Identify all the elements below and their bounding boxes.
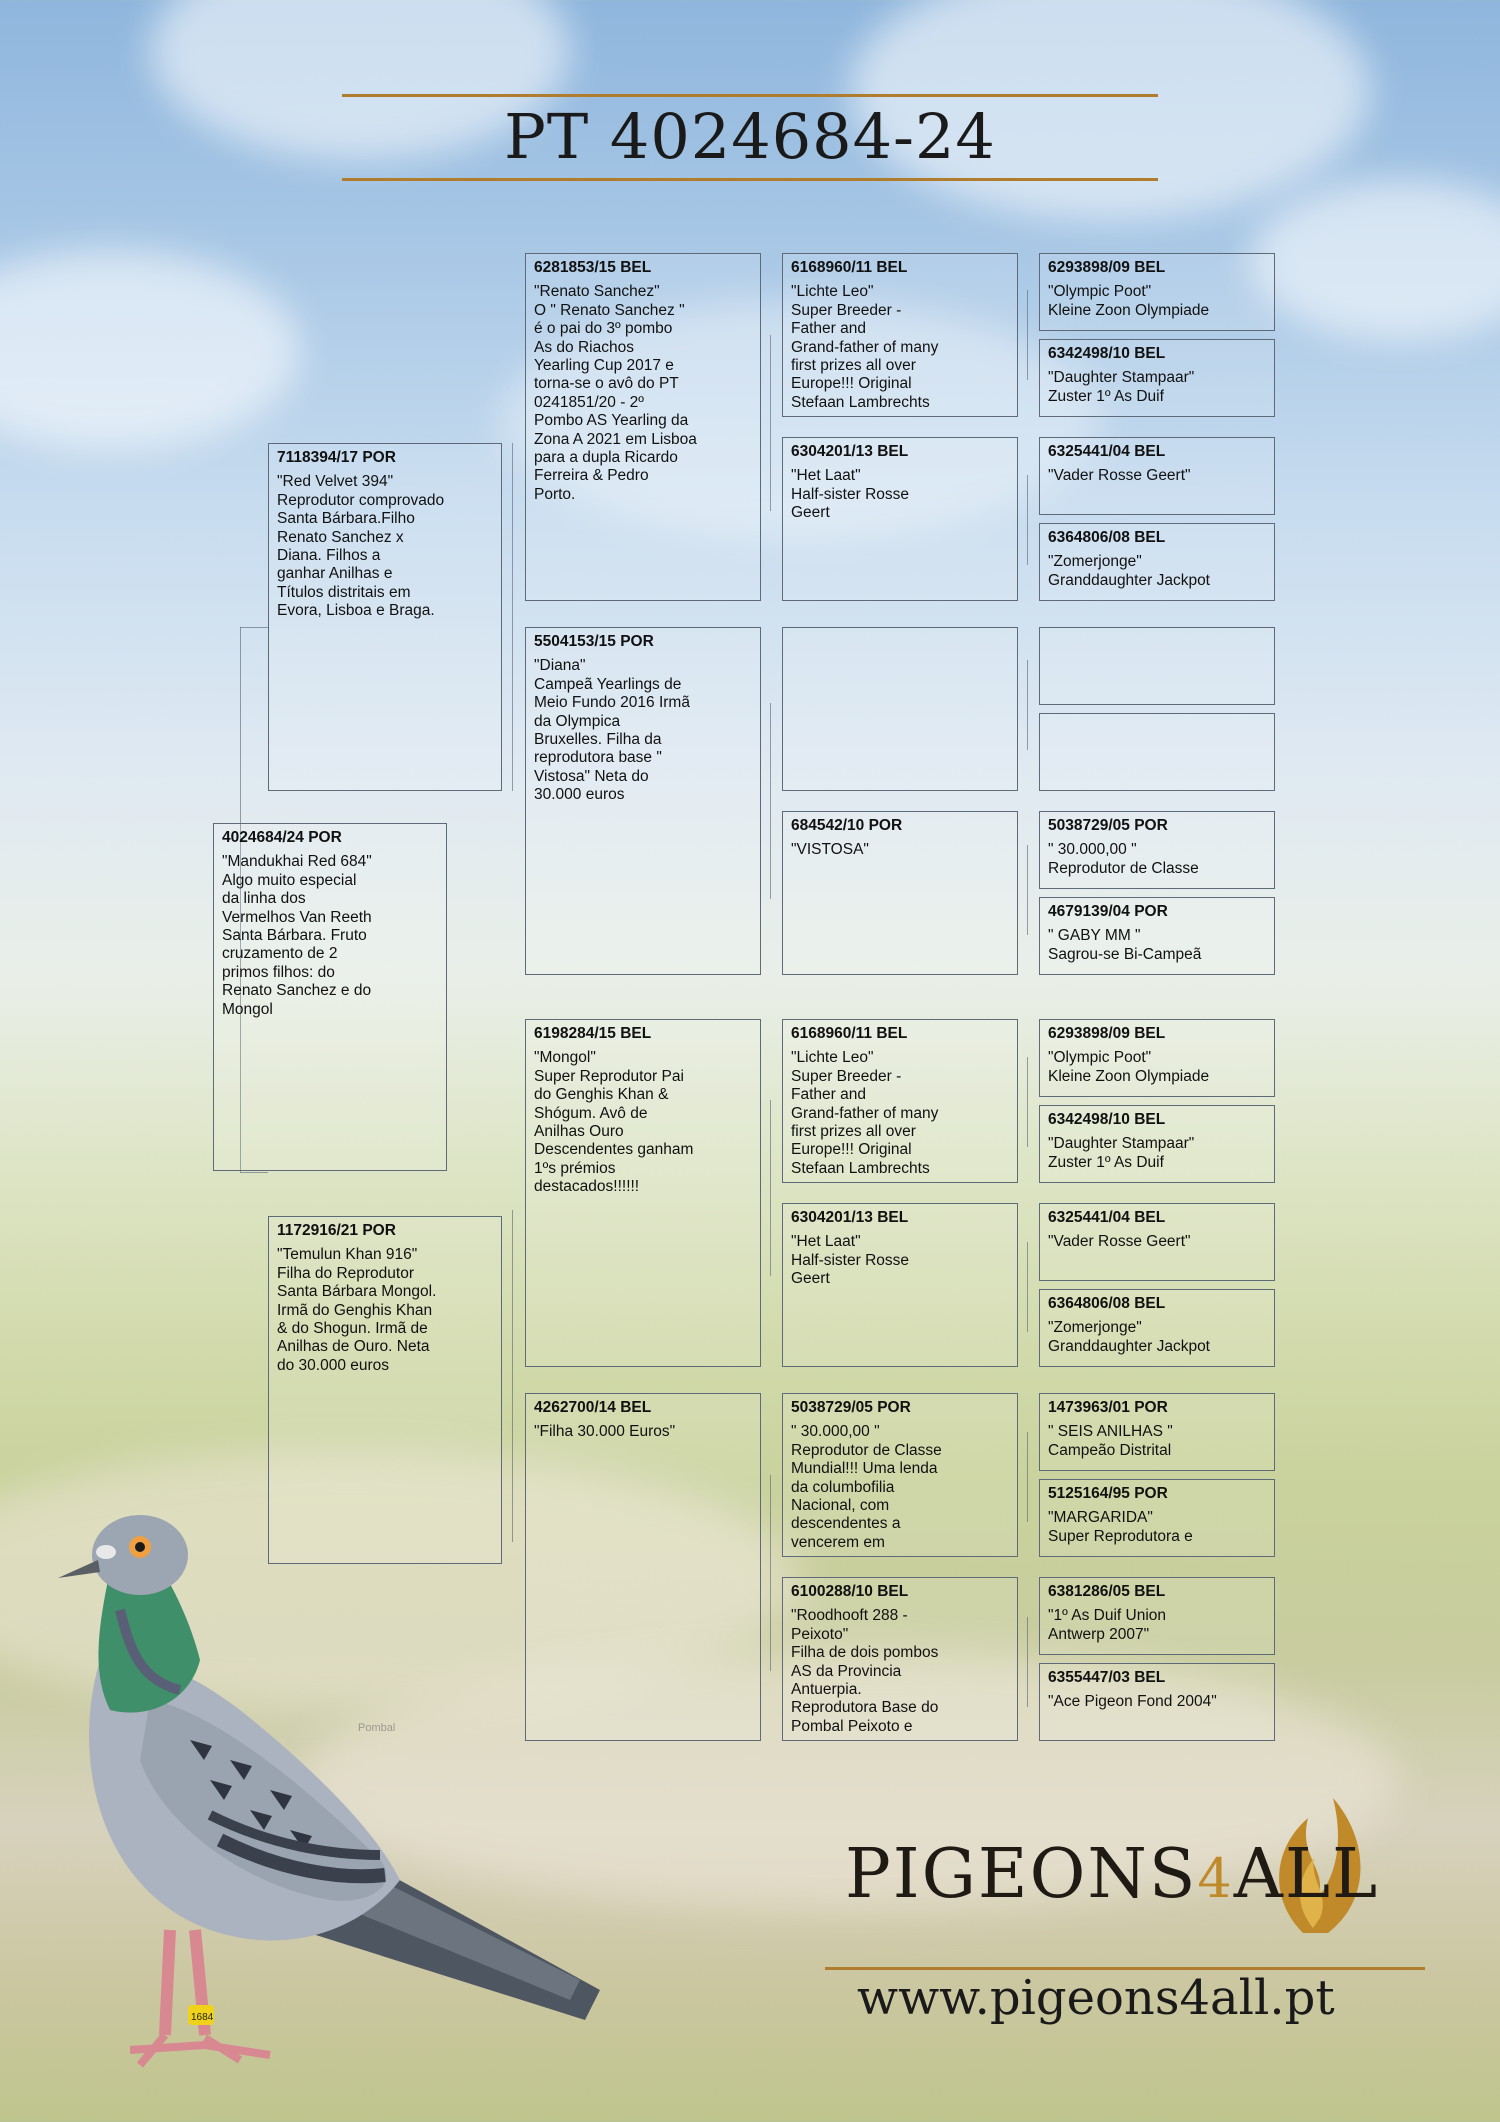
connector (1027, 845, 1028, 935)
pigeon-description: "Renato Sanchez" O " Renato Sanchez " é o pai do 3º pombo As do Riachos Yearling Cup 2017 e torna-se o avô do PT 0241851/20 - 2º Pombo AS Yearling da Zona A 2021 em Lisboa para a dupla Ricardo Ferreira & Pedro Porto. (534, 283, 697, 503)
ring-number: 684542/10 POR (791, 817, 903, 834)
pedigree-card-gen5 (1039, 1577, 1275, 1655)
title-bottom-rule (342, 178, 1158, 181)
pigeon-description: "Het Laat" Half-sister Rosse Geert (791, 1233, 909, 1288)
connector (1027, 1057, 1028, 1147)
pigeon-description: " SEIS ANILHAS " Campeão Distrital (1048, 1423, 1173, 1459)
pedigree-card-gen4 (782, 253, 1018, 417)
pigeon-description: "Roodhooft 288 - Peixoto" Filha de dois pombos AS da Provincia Antuerpia. Reprodutora Base do Pombal Peixoto e (791, 1607, 939, 1735)
pedigree-card-gen5 (1039, 253, 1275, 331)
pedigree-card-gen4 (782, 1393, 1018, 1557)
ring-number: 1473963/01 POR (1048, 1399, 1168, 1416)
pedigree-card-subject (213, 823, 447, 1171)
pedigree-card-gen5 (1039, 523, 1275, 601)
pedigree-card-gen4 (782, 1577, 1018, 1741)
connector (512, 443, 513, 791)
pigeon-description: "MARGARIDA" Super Reprodutora e (1048, 1509, 1193, 1545)
ring-number: 6168960/11 BEL (791, 1025, 908, 1042)
ring-number: 6304201/13 BEL (791, 443, 909, 460)
ring-number: 5038729/05 POR (791, 1399, 911, 1416)
pigeon-description: "Olympic Poot" Kleine Zoon Olympiade (1048, 283, 1210, 319)
pedigree-card-gen3 (525, 1019, 761, 1367)
pigeon-description: "Mandukhai Red 684" Algo muito especial da linha dos Vermelhos Van Reeth Santa Bárbara. Fruto cruzamento de 2 primos filhos: do Renato Sanchez e do Mongol (222, 853, 372, 1018)
ring-number: 6355447/03 BEL (1048, 1669, 1166, 1686)
pigeon-description: "Diana" Campeã Yearlings de Meio Fundo 2016 Irmã da Olympica Bruxelles. Filha da reprodutora base " Vistosa" Neta do 30.000 euros (534, 657, 690, 804)
title-top-rule (342, 94, 1158, 97)
pedigree-card-gen5 (1039, 1479, 1275, 1557)
pedigree-card-gen4 (782, 1019, 1018, 1183)
ring-number: 5125164/95 POR (1048, 1485, 1168, 1502)
pigeon-description: "Zomerjonge" Granddaughter Jackpot (1048, 1319, 1210, 1355)
ring-number: 6342498/10 BEL (1048, 1111, 1166, 1128)
connector (1027, 475, 1028, 565)
connector (1027, 660, 1028, 750)
ring-number: 6168960/11 BEL (791, 259, 908, 276)
ring-number: 6293898/09 BEL (1048, 1025, 1166, 1042)
pigeon-description: "Filha 30.000 Euros" (534, 1423, 676, 1441)
pedigree-card-gen5 (1039, 339, 1275, 417)
pedigree-card-gen3 (525, 627, 761, 975)
ring-number: 6381286/05 BEL (1048, 1583, 1166, 1600)
brand-logo-text (845, 1835, 1379, 1914)
pedigree-card-gen5 (1039, 1203, 1275, 1281)
pedigree-card-gen5 (1039, 1289, 1275, 1367)
pigeon-description: "1º As Duif Union Antwerp 2007" (1048, 1607, 1166, 1643)
connector (1027, 1242, 1028, 1332)
pedigree-card-gen5 (1039, 713, 1275, 791)
pigeon-description: "Vader Rosse Geert" (1048, 1233, 1191, 1251)
pigeon-description: "Red Velvet 394" Reprodutor comprovado Santa Bárbara.Filho Renato Sanchez x Diana. Filhos a ganhar Anilhas e Títulos distritais em Evora, Lisboa e Braga. (277, 473, 445, 620)
pigeon-description: "Olympic Poot" Kleine Zoon Olympiade (1048, 1049, 1210, 1085)
pedigree-card-gen4 (782, 437, 1018, 601)
pedigree-card-gen5 (1039, 437, 1275, 515)
pigeon-description: "Daughter Stampaar" Zuster 1º As Duif (1048, 369, 1195, 405)
ring-number: 6325441/04 BEL (1048, 1209, 1166, 1226)
pigeon-description: "Zomerjonge" Granddaughter Jackpot (1048, 553, 1210, 589)
pigeon-description: " 30.000,00 " Reprodutor de Classe Mundial!!! Uma lenda da columbofilia Nacional, com descendentes a vencerem em (791, 1423, 942, 1551)
ring-number: 6100288/10 BEL (791, 1583, 909, 1600)
connector (240, 627, 268, 628)
pigeon-description: " GABY MM " Sagrou-se Bi-Campeã (1048, 927, 1202, 963)
ring-number: 6281853/15 BEL (534, 259, 652, 276)
ring-number: 1172916/21 POR (277, 1222, 396, 1239)
pigeon-description: "Mongol" Super Reprodutor Pai do Genghis Khan & Shógum. Avô de Anilhas Ouro Descendentes ganham 1ºs prémios destacados!!!!!! (534, 1049, 694, 1196)
pedigree-card-gen5 (1039, 1393, 1275, 1471)
pedigree-card-gen5 (1039, 811, 1275, 889)
pedigree-card-sire (268, 443, 502, 791)
pigeon-description: "Lichte Leo" Super Breeder - Father and Grand-father of many first prizes all over Europe!!! Original Stefaan Lambrechts (791, 1049, 939, 1177)
website-url[interactable]: www.pigeons4all.pt (857, 1970, 1335, 2026)
ring-number: 4024684/24 POR (222, 829, 342, 846)
pedigree-card-gen5 (1039, 627, 1275, 705)
watermark-text: Pombal (358, 1722, 396, 1734)
ring-number: 4262700/14 BEL (534, 1399, 652, 1416)
page-title: PT 4024684-24 (504, 100, 996, 173)
pigeon-description: "Daughter Stampaar" Zuster 1º As Duif (1048, 1135, 1195, 1171)
pigeon-description: "Ace Pigeon Fond 2004" (1048, 1693, 1217, 1711)
pedigree-card-gen4 (782, 811, 1018, 975)
pedigree-card-gen5 (1039, 897, 1275, 975)
leg-ring-label: 1684 (191, 2012, 214, 2023)
pedigree-card-gen5 (1039, 1019, 1275, 1097)
connector (1027, 1432, 1028, 1522)
connector (1027, 1617, 1028, 1707)
ring-number: 6364806/08 BEL (1048, 529, 1166, 546)
connector (770, 1100, 771, 1276)
ring-number: 6364806/08 BEL (1048, 1295, 1166, 1312)
connector (240, 1172, 268, 1173)
ring-number: 6342498/10 BEL (1048, 345, 1166, 362)
pigeon-description: " 30.000,00 " Reprodutor de Classe (1048, 841, 1199, 877)
ring-number: 6304201/13 BEL (791, 1209, 909, 1226)
connector (1027, 290, 1028, 380)
ring-number: 6293898/09 BEL (1048, 259, 1166, 276)
brand-name-part2: ALL (1233, 1835, 1380, 1914)
connector (770, 335, 771, 511)
pedigree-card-gen5 (1039, 1105, 1275, 1183)
pedigree-card-gen3 (525, 253, 761, 601)
ring-number: 5504153/15 POR (534, 633, 654, 650)
brand-name-four: 4 (1197, 1847, 1234, 1910)
connector (770, 703, 771, 899)
connector (770, 1475, 771, 1671)
pedigree-card-gen5 (1039, 1663, 1275, 1741)
pigeon-description: "Vader Rosse Geert" (1048, 467, 1191, 485)
pigeon-illustration (40, 1460, 600, 2100)
pedigree-card-gen4 (782, 1203, 1018, 1367)
pigeon-description: "VISTOSA" (791, 841, 869, 859)
ring-number: 7118394/17 POR (277, 449, 396, 466)
ring-number: 5038729/05 POR (1048, 817, 1168, 834)
pigeon-description: "Het Laat" Half-sister Rosse Geert (791, 467, 909, 522)
pigeon-description: "Lichte Leo" Super Breeder - Father and Grand-father of many first prizes all over Europe!!! Original Stefaan Lambrechts (791, 283, 939, 411)
brand-name-part1: PIGEONS (845, 1835, 1198, 1914)
ring-number: 4679139/04 POR (1048, 903, 1168, 920)
pedigree-card-gen4 (782, 627, 1018, 791)
pigeon-description: "Temulun Khan 916" Filha do Reprodutor Santa Bárbara Mongol. Irmã do Genghis Khan & do Shogun. Irmã de Anilhas de Ouro. Neta do 30.000 euros (277, 1246, 437, 1374)
ring-number: 6198284/15 BEL (534, 1025, 652, 1042)
ring-number: 6325441/04 BEL (1048, 443, 1166, 460)
